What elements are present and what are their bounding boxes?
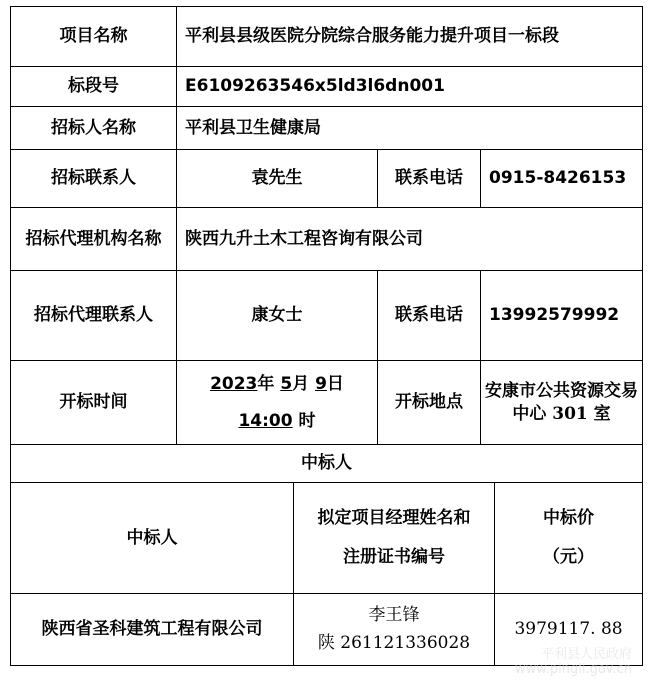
opening-year-unit: 年 bbox=[257, 373, 275, 394]
price-header-line1: 中标价 bbox=[543, 507, 595, 528]
section-no-label: 标段号 bbox=[11, 67, 177, 107]
opening-place-value: 安康市公共资源交易中心 301 室 bbox=[481, 361, 643, 445]
tenderer-value: 平利县卫生健康局 bbox=[177, 107, 643, 150]
opening-date-line bbox=[181, 372, 373, 397]
winner-section-title: 中标人 bbox=[11, 445, 643, 483]
row-winner-header bbox=[11, 483, 643, 594]
opening-time-value bbox=[177, 361, 378, 445]
opening-place-label: 开标地点 bbox=[378, 361, 481, 445]
agency-label: 招标代理机构名称 bbox=[11, 208, 177, 271]
bid-result-table-wrapper bbox=[10, 6, 643, 666]
row-tenderer bbox=[11, 107, 643, 150]
project-name-label: 项目名称 bbox=[11, 7, 177, 67]
watermark-line2: www.pingli.gov.cn bbox=[515, 662, 632, 678]
opening-year: 2023 bbox=[210, 373, 258, 394]
opening-clock-line bbox=[181, 409, 373, 434]
agency-value: 陕西九升土木工程咨询有限公司 bbox=[177, 208, 643, 271]
manager-header-line2: 注册证书编号 bbox=[343, 547, 445, 567]
tender-phone-label: 联系电话 bbox=[378, 150, 481, 208]
row-section-no bbox=[11, 67, 643, 107]
tender-phone-value: 0915-8426153 bbox=[481, 150, 643, 208]
winner-col-header: 中标人 bbox=[11, 483, 294, 594]
tender-contact-value: 袁先生 bbox=[177, 150, 378, 208]
project-name-value: 平利县县级医院分院综合服务能力提升项目一标段 bbox=[177, 7, 643, 67]
opening-month: 5 bbox=[280, 373, 293, 394]
manager-name: 李王锋 bbox=[368, 605, 420, 626]
bid-price: 3979117. 88 bbox=[495, 594, 643, 666]
price-col-header bbox=[495, 483, 643, 594]
winner-name: 陕西省圣科建筑工程有限公司 bbox=[11, 594, 294, 666]
tenderer-label: 招标人名称 bbox=[11, 107, 177, 150]
row-opening bbox=[11, 361, 643, 445]
manager-header-line1: 拟定项目经理姓名和 bbox=[317, 507, 471, 528]
section-no-value: E6109263546x5ld3l6dn001 bbox=[177, 67, 643, 107]
opening-month-unit: 月 bbox=[292, 373, 310, 394]
opening-clock: 14:00 bbox=[238, 410, 293, 431]
manager-cert: 陕 261121336028 bbox=[317, 632, 471, 653]
agency-phone-label: 联系电话 bbox=[378, 271, 481, 361]
opening-clock-unit: 时 bbox=[298, 410, 316, 431]
bid-result-table bbox=[10, 6, 643, 666]
row-project-name bbox=[11, 7, 643, 67]
row-agency-contact bbox=[11, 271, 643, 361]
row-tender-contact bbox=[11, 150, 643, 208]
agency-phone-value: 13992579992 bbox=[481, 271, 643, 361]
manager-info bbox=[294, 594, 495, 666]
watermark-line1: 平利县人民政府 bbox=[540, 646, 632, 662]
opening-day: 9 bbox=[315, 373, 327, 394]
row-agency bbox=[11, 208, 643, 271]
site-watermark bbox=[472, 647, 632, 678]
agency-contact-value: 康女士 bbox=[177, 271, 378, 361]
tender-contact-label: 招标联系人 bbox=[11, 150, 177, 208]
row-winner-title bbox=[11, 445, 643, 483]
agency-contact-label: 招标代理联系人 bbox=[11, 271, 177, 361]
opening-time-label: 开标时间 bbox=[11, 361, 177, 445]
price-header-line2: （元） bbox=[543, 547, 595, 567]
opening-day-unit: 日 bbox=[326, 373, 344, 394]
manager-col-header bbox=[294, 483, 495, 594]
